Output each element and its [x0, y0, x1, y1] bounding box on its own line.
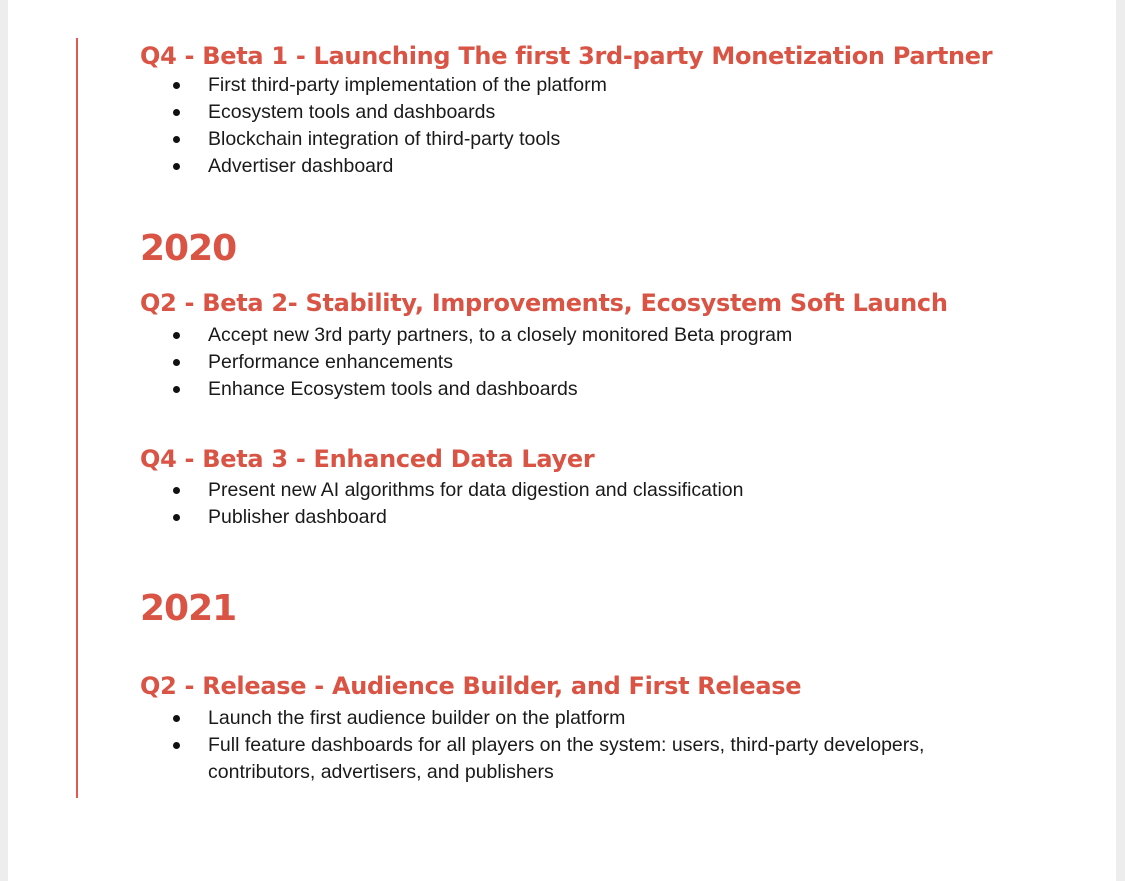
- list-item-text: Publisher dashboard: [208, 506, 387, 528]
- year-heading-2021: 2021: [140, 588, 237, 629]
- list-item: [173, 126, 988, 153]
- list-item: [173, 322, 988, 349]
- bullet-list-q4-beta3: [173, 477, 988, 531]
- section-heading-q2-release: Q2 - Release - Audience Builder, and First Release: [140, 672, 802, 700]
- bullet-list-q2-release: [173, 705, 988, 786]
- list-item-text: Accept new 3rd party partners, to a closely monitored Beta program: [208, 324, 793, 346]
- year-heading-2020: 2020: [140, 228, 237, 269]
- bullet-list-q2-beta2: [173, 322, 988, 403]
- list-item-text: Blockchain integration of third-party tools: [208, 128, 561, 150]
- list-item-text: Performance enhancements: [208, 351, 453, 373]
- list-item: [173, 732, 988, 786]
- list-item: [173, 349, 988, 376]
- bullet-icon: [173, 487, 180, 494]
- list-item-text: Launch the first audience builder on the platform: [208, 707, 626, 729]
- list-item: [173, 504, 988, 531]
- list-item: [173, 99, 988, 126]
- bullet-icon: [173, 136, 180, 143]
- bullet-list-q4-beta1: [173, 72, 988, 180]
- list-item-text: First third-party implementation of the platform: [208, 74, 607, 96]
- bullet-icon: [173, 386, 180, 393]
- section-heading-q2-beta2: Q2 - Beta 2- Stability, Improvements, Ecosystem Soft Launch: [140, 289, 948, 317]
- list-item: [173, 72, 988, 99]
- list-item-text: Ecosystem tools and dashboards: [208, 101, 496, 123]
- list-item: [173, 153, 988, 180]
- timeline-line: [76, 38, 78, 798]
- bullet-icon: [173, 163, 180, 170]
- document-page: [8, 0, 1116, 881]
- section-heading-q4-beta3: Q4 - Beta 3 - Enhanced Data Layer: [140, 445, 595, 473]
- bullet-icon: [173, 359, 180, 366]
- list-item: [173, 376, 988, 403]
- list-item-text: Full feature dashboards for all players on the system: users, third-party developers, contributors, advertisers, and publishers: [208, 734, 925, 783]
- list-item-text: Advertiser dashboard: [208, 155, 394, 177]
- list-item-text: Enhance Ecosystem tools and dashboards: [208, 378, 578, 400]
- bullet-icon: [173, 715, 180, 722]
- section-heading-q4-beta1: Q4 - Beta 1 - Launching The first 3rd-party Monetization Partner: [140, 42, 993, 70]
- list-item-text: Present new AI algorithms for data digestion and classification: [208, 479, 744, 501]
- bullet-icon: [173, 332, 180, 339]
- bullet-icon: [173, 109, 180, 116]
- bullet-icon: [173, 82, 180, 89]
- bullet-icon: [173, 742, 180, 749]
- list-item: [173, 705, 988, 732]
- list-item: [173, 477, 988, 504]
- bullet-icon: [173, 514, 180, 521]
